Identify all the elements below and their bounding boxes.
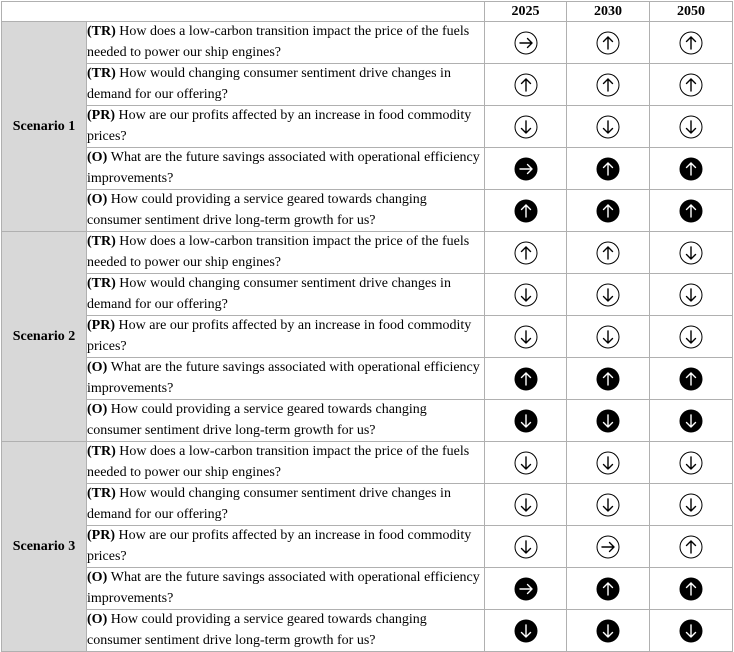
trend-cell [485,484,567,526]
question-cell: (PR) How are our profits affected by an increase in food commodity prices? [87,316,485,358]
scenario-table [1,1,733,652]
question-text: How does a low-carbon transition impact the price of the fuels needed to power our ship engines? [87,234,470,270]
filled-arrow-up-icon [679,369,703,386]
trend-cell [650,190,733,232]
outline-arrow-right-icon [514,33,538,50]
trend-cell [485,64,567,106]
question-tag: O [91,570,103,585]
outline-arrow-up-icon [596,75,620,92]
table-row [2,148,733,190]
filled-arrow-up-icon [679,201,703,218]
question-tag: TR [91,24,112,39]
filled-arrow-up-icon [514,201,538,218]
table-row [2,526,733,568]
outline-arrow-down-icon [679,327,703,344]
question-tag: TR [91,276,112,291]
outline-arrow-up-icon [679,33,703,50]
question-cell: (PR) How are our profits affected by an increase in food commodity prices? [87,106,485,148]
question-text: How are our profits affected by an increase in food commodity prices? [87,108,472,144]
trend-cell [485,610,567,652]
table-body [2,22,733,652]
question-text: How would changing consumer sentiment drive changes in demand for our offering? [87,66,451,102]
question-tag: O [91,612,103,627]
trend-cell [567,190,650,232]
filled-arrow-up-icon [596,369,620,386]
filled-arrow-up-icon [679,579,703,596]
outline-arrow-down-icon [679,285,703,302]
trend-cell [650,400,733,442]
question-text: How does a low-carbon transition impact the price of the fuels needed to power our ship engines? [87,24,470,60]
table-row [2,316,733,358]
trend-cell [650,358,733,400]
table-row [2,400,733,442]
filled-arrow-down-icon [679,411,703,428]
trend-cell [650,484,733,526]
scenario-label: Scenario 3 [2,442,87,652]
trend-cell [567,316,650,358]
trend-cell [567,232,650,274]
question-cell: (TR) How does a low-carbon transition impact the price of the fuels needed to power our ship engines? [87,232,485,274]
outline-arrow-down-icon [679,243,703,260]
question-text: How would changing consumer sentiment drive changes in demand for our offering? [87,276,451,312]
table-row [2,190,733,232]
header-row [2,2,733,22]
question-cell: (O) What are the future savings associated with operational efficiency improvements? [87,568,485,610]
question-tag: TR [91,486,112,501]
question-tag: TR [91,444,112,459]
trend-cell [567,358,650,400]
trend-cell [485,232,567,274]
table-row [2,610,733,652]
table-row [2,106,733,148]
question-cell: (TR) How does a low-carbon transition impact the price of the fuels needed to power our ship engines? [87,22,485,64]
question-text: How could providing a service geared towards changing consumer sentiment drive long-term growth for us? [87,612,427,648]
outline-arrow-up-icon [596,243,620,260]
outline-arrow-right-icon [596,537,620,554]
table-row [2,358,733,400]
question-tag: TR [91,234,112,249]
outline-arrow-down-icon [596,453,620,470]
trend-cell [485,568,567,610]
outline-arrow-up-icon [679,75,703,92]
table-row [2,22,733,64]
question-tag: O [91,402,103,417]
question-cell: (O) How could providing a service geared towards changing consumer sentiment drive long-term growth for us? [87,610,485,652]
question-text: How does a low-carbon transition impact the price of the fuels needed to power our ship engines? [87,444,470,480]
filled-arrow-up-icon [514,369,538,386]
filled-arrow-up-icon [596,579,620,596]
question-cell: (O) What are the future savings associated with operational efficiency improvements? [87,148,485,190]
trend-cell [485,190,567,232]
table-row [2,274,733,316]
outline-arrow-down-icon [679,495,703,512]
trend-cell [650,148,733,190]
year-header-2030: 2030 [567,2,650,22]
trend-cell [485,106,567,148]
question-text: What are the future savings associated with operational efficiency improvements? [87,570,480,606]
table-row [2,442,733,484]
trend-cell [567,610,650,652]
question-cell: (O) How could providing a service geared towards changing consumer sentiment drive long-term growth for us? [87,190,485,232]
filled-arrow-right-icon [514,579,538,596]
question-cell: (TR) How does a low-carbon transition impact the price of the fuels needed to power our ship engines? [87,442,485,484]
trend-cell [650,232,733,274]
question-tag: PR [91,528,111,543]
outline-arrow-down-icon [679,453,703,470]
question-tag: TR [91,66,112,81]
trend-cell [650,610,733,652]
question-cell: (O) How could providing a service geared towards changing consumer sentiment drive long-term growth for us? [87,400,485,442]
trend-cell [567,484,650,526]
trend-cell [485,358,567,400]
trend-cell [485,442,567,484]
trend-cell [485,274,567,316]
outline-arrow-down-icon [514,495,538,512]
trend-cell [650,106,733,148]
trend-cell [650,64,733,106]
trend-cell [485,316,567,358]
question-tag: PR [91,108,111,123]
trend-cell [567,64,650,106]
outline-arrow-down-icon [596,327,620,344]
scenario-label: Scenario 2 [2,232,87,442]
year-header-2025: 2025 [485,2,567,22]
outline-arrow-up-icon [514,75,538,92]
trend-cell [567,568,650,610]
question-tag: O [91,192,103,207]
question-text: What are the future savings associated with operational efficiency improvements? [87,360,480,396]
outline-arrow-down-icon [596,117,620,134]
trend-cell [567,106,650,148]
question-tag: O [91,360,103,375]
outline-arrow-down-icon [596,495,620,512]
filled-arrow-down-icon [679,621,703,638]
question-text: How could providing a service geared towards changing consumer sentiment drive long-term growth for us? [87,192,427,228]
outline-arrow-up-icon [679,537,703,554]
trend-cell [567,400,650,442]
question-cell: (TR) How would changing consumer sentiment drive changes in demand for our offering? [87,484,485,526]
question-cell: (PR) How are our profits affected by an increase in food commodity prices? [87,526,485,568]
filled-arrow-up-icon [596,201,620,218]
outline-arrow-up-icon [596,33,620,50]
question-tag: O [91,150,103,165]
question-cell: (TR) How would changing consumer sentiment drive changes in demand for our offering? [87,64,485,106]
trend-cell [650,442,733,484]
question-cell: (O) What are the future savings associated with operational efficiency improvements? [87,358,485,400]
filled-arrow-down-icon [596,621,620,638]
outline-arrow-down-icon [514,453,538,470]
trend-cell [567,526,650,568]
question-text: What are the future savings associated with operational efficiency improvements? [87,150,480,186]
trend-cell [485,148,567,190]
question-text: How are our profits affected by an increase in food commodity prices? [87,528,472,564]
filled-arrow-down-icon [596,411,620,428]
trend-cell [650,22,733,64]
trend-cell [650,274,733,316]
question-text: How could providing a service geared towards changing consumer sentiment drive long-term growth for us? [87,402,427,438]
filled-arrow-down-icon [514,411,538,428]
trend-cell [485,400,567,442]
trend-cell [650,568,733,610]
table-row [2,232,733,274]
header-blank [2,2,485,22]
outline-arrow-down-icon [596,285,620,302]
filled-arrow-up-icon [596,159,620,176]
outline-arrow-down-icon [679,117,703,134]
trend-cell [650,526,733,568]
trend-cell [567,274,650,316]
trend-cell [567,442,650,484]
table-row [2,568,733,610]
question-tag: PR [91,318,111,333]
trend-cell [485,22,567,64]
question-text: How are our profits affected by an increase in food commodity prices? [87,318,472,354]
question-text: How would changing consumer sentiment drive changes in demand for our offering? [87,486,451,522]
filled-arrow-up-icon [679,159,703,176]
trend-cell [485,526,567,568]
filled-arrow-right-icon [514,159,538,176]
outline-arrow-down-icon [514,117,538,134]
year-header-2050: 2050 [650,2,733,22]
outline-arrow-down-icon [514,327,538,344]
filled-arrow-down-icon [514,621,538,638]
table-row [2,64,733,106]
table-row [2,484,733,526]
scenario-label: Scenario 1 [2,22,87,232]
trend-cell [567,148,650,190]
outline-arrow-down-icon [514,537,538,554]
trend-cell [567,22,650,64]
question-cell: (TR) How would changing consumer sentiment drive changes in demand for our offering? [87,274,485,316]
trend-cell [650,316,733,358]
outline-arrow-up-icon [514,243,538,260]
outline-arrow-down-icon [514,285,538,302]
